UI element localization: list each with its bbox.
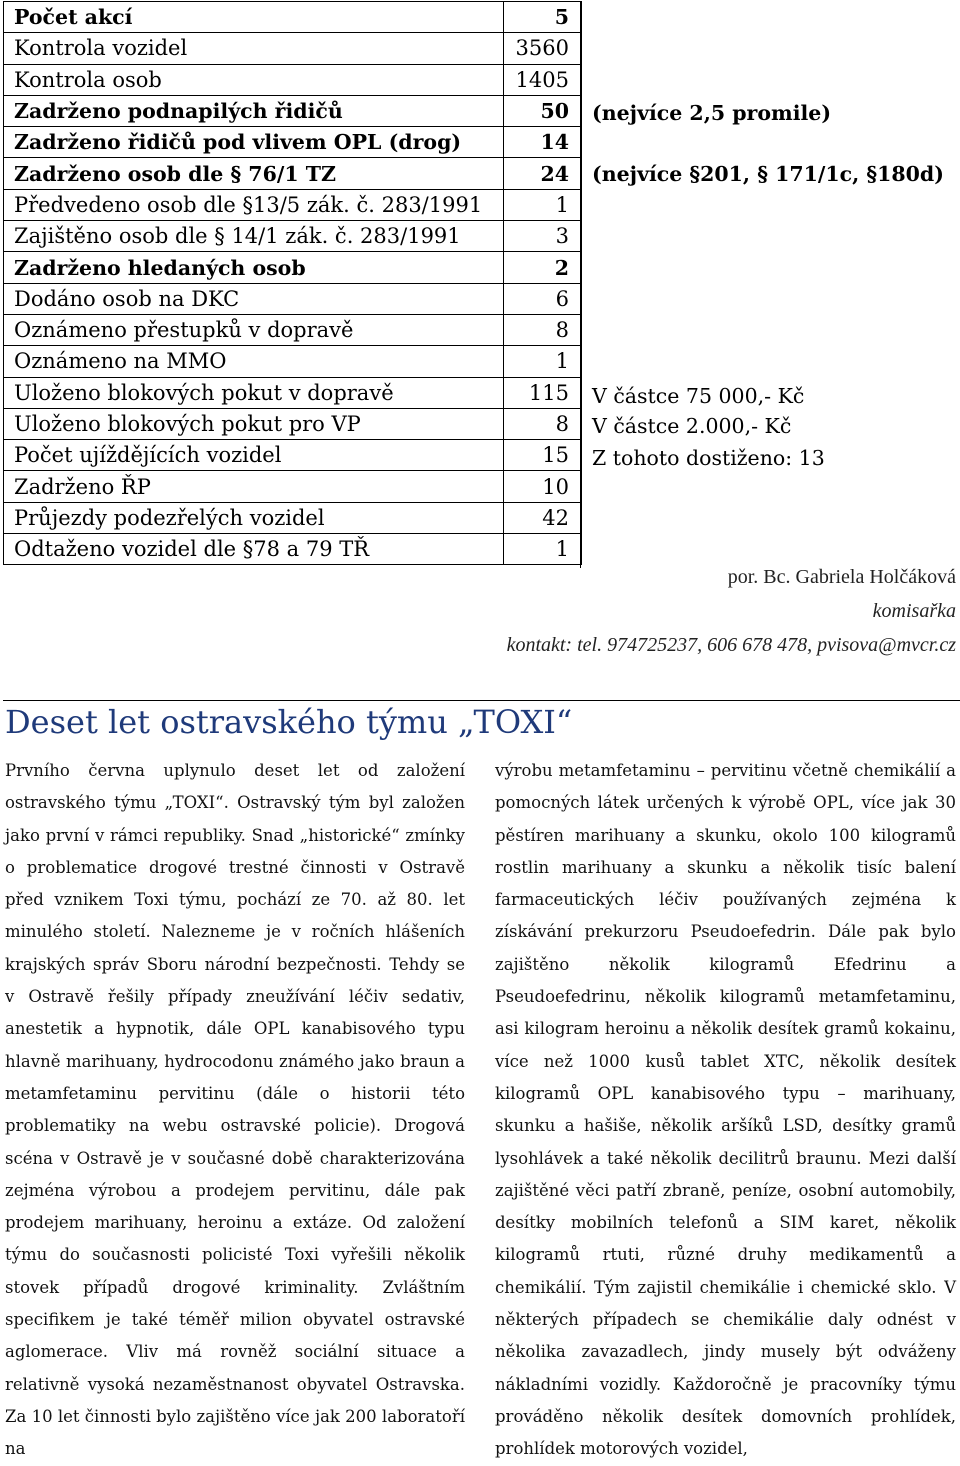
row-value: 3560 <box>504 33 582 64</box>
row-label: Počet akcí <box>4 2 504 33</box>
row-label: Počet ujíždějících vozidel <box>4 440 504 471</box>
row-label: Kontrola vozidel <box>4 33 504 64</box>
row-value: 6 <box>504 283 582 314</box>
table-row <box>4 189 582 220</box>
row-label: Zadrženo osob dle § 76/1 TZ <box>4 158 504 189</box>
row-value: 2 <box>504 252 582 283</box>
row-label: Průjezdy podezřelých vozidel <box>4 502 504 533</box>
row-value: 1 <box>504 534 582 565</box>
article-column-left: Prvního června uplynulo deset let od založení ostravského týmu „TOXI“. Ostravský tým byl založen jako první v rámci republiky. Snad „historické“ zmínky o problematice drogové trestné činnosti v Ostravě před vznikem Toxi týmu, pochází ze 70. až 80. let minulého století. Nalezneme je v ročních hlášeních krajských správ Sboru národní bezpečnosti. Tehdy se v Ostravě řešily případy zneužívání léčiv sedativ, anestetik a hypnotik, dále OPL kanabisového typu hlavně marihuany, hydrocodonu známého jako braun a metamfetaminu pervitinu (dále o historii této problematiky na webu ostravské policie). Drogová scéna v Ostravě je v současné době charakterizována zejména výrobou a prodejem pervitinu, dále pak prodejem marihuany, heroinu a extáze. Od založení týmu do současnosti policisté Toxi vyřešili několik stovek případů drogové kriminality. Zvláštním specifikem je také téměř milion obyvatel ostravské aglomerace. Vliv má rovněž sociální situace a relativně vysoká nezaměstnanost obyvatel Ostravska. Za 10 let činnosti bylo zajištěno více jak 200 laboratoří na <box>5 761 465 1459</box>
row-value: 1405 <box>504 64 582 95</box>
row-label: Oznámeno přestupků v dopravě <box>4 314 504 345</box>
table-row <box>4 502 582 533</box>
row-label: Kontrola osob <box>4 64 504 95</box>
article-title: Deset let ostravského týmu „TOXI“ <box>5 703 573 741</box>
row-label: Zadrženo řidičů pod vlivem OPL (drog) <box>4 127 504 158</box>
note-fines-traffic: V částce 75 000,- Kč <box>592 384 805 408</box>
table-row <box>4 283 582 314</box>
row-label: Odtaženo vozidel dle §78 a 79 TŘ <box>4 534 504 565</box>
row-value: 42 <box>504 502 582 533</box>
row-label: Zajištěno osob dle § 14/1 zák. č. 283/1991 <box>4 221 504 252</box>
row-value: 50 <box>504 95 582 126</box>
note-fleeing: Z tohoto dostiženo: 13 <box>592 446 825 470</box>
table-row <box>4 346 582 377</box>
note-fines-vp: V částce 2.000,- Kč <box>592 414 792 438</box>
table-row <box>4 221 582 252</box>
note-tz: (nejvíce §201, § 171/1c, §180d) <box>592 162 944 186</box>
row-value: 5 <box>504 2 582 33</box>
row-label: Uloženo blokových pokut pro VP <box>4 408 504 439</box>
row-value: 3 <box>504 221 582 252</box>
row-value: 10 <box>504 471 582 502</box>
row-label: Dodáno osob na DKC <box>4 283 504 314</box>
table-row <box>4 440 582 471</box>
table-row <box>4 2 582 33</box>
table-row <box>4 252 582 283</box>
row-value: 115 <box>504 377 582 408</box>
article-column-right: výrobu metamfetaminu – pervitinu včetně chemikálií a pomocných látek určených k výrobě OPL, více jak 30 pěstíren marihuany a skunku, okolo 100 kilogramů rostlin marihuany a skunku a několik tisíc balení farmaceutických léčiv používaných zejména k získávání prekurzoru Pseudoefedrin. Dále pak bylo zajištěno několik kilogramů Efedrinu a Pseudoefedrinu, několik kilogramů metamfetaminu, asi kilogram heroinu a několik desítek gramů kokainu, více než 1000 kusů tablet XTC, několik desítek kilogramů OPL kanabisového typu – marihuany, skunku a hašiše, několik aršíků LSD, desítky gramů lysohlávek a také několik decilitrů braunu. Mezi další zajištěné věci patří zbraně, peníze, osobní automobily, desítky mobilních telefonů a SIM karet, několik kilogramů rtuti, různé druhy medikamentů a chemikálií. Tým zajistil chemikálie i chemické sklo. V některých případech se chemikálie daly odnést v několika zavazadlech, jindy musely být odváženy nákladními vozidly. Každoročně je pracovníky týmu prováděno několik desítek domovních prohlídek, prohlídek motorových vozidel, <box>495 761 956 1459</box>
table-edge-line <box>580 1 581 568</box>
table-row <box>4 377 582 408</box>
table-row <box>4 95 582 126</box>
row-value: 1 <box>504 189 582 220</box>
row-value: 8 <box>504 314 582 345</box>
row-value: 1 <box>504 346 582 377</box>
row-value: 8 <box>504 408 582 439</box>
row-label: Zadrženo ŘP <box>4 471 504 502</box>
table-row <box>4 314 582 345</box>
table-row <box>4 471 582 502</box>
row-value: 14 <box>504 127 582 158</box>
signature-contact: kontakt: tel. 974725237, 606 678 478, pvisova@mvcr.cz <box>506 634 956 656</box>
row-label: Zadrženo podnapilých řidičů <box>4 95 504 126</box>
table-row <box>4 534 582 565</box>
row-label: Předvedeno osob dle §13/5 zák. č. 283/1991 <box>4 189 504 220</box>
table-row <box>4 408 582 439</box>
row-value: 15 <box>504 440 582 471</box>
row-value: 24 <box>504 158 582 189</box>
note-drunk: (nejvíce 2,5 promile) <box>592 101 832 125</box>
statistics-table <box>3 1 582 565</box>
table-row <box>4 64 582 95</box>
row-label: Oznámeno na MMO <box>4 346 504 377</box>
signature-rank: komisařka <box>872 600 956 622</box>
table-row <box>4 127 582 158</box>
table-row <box>4 33 582 64</box>
row-label: Zadrženo hledaných osob <box>4 252 504 283</box>
row-label: Uloženo blokových pokut v dopravě <box>4 377 504 408</box>
signature-name: por. Bc. Gabriela Holčáková <box>727 566 956 588</box>
table-row <box>4 158 582 189</box>
